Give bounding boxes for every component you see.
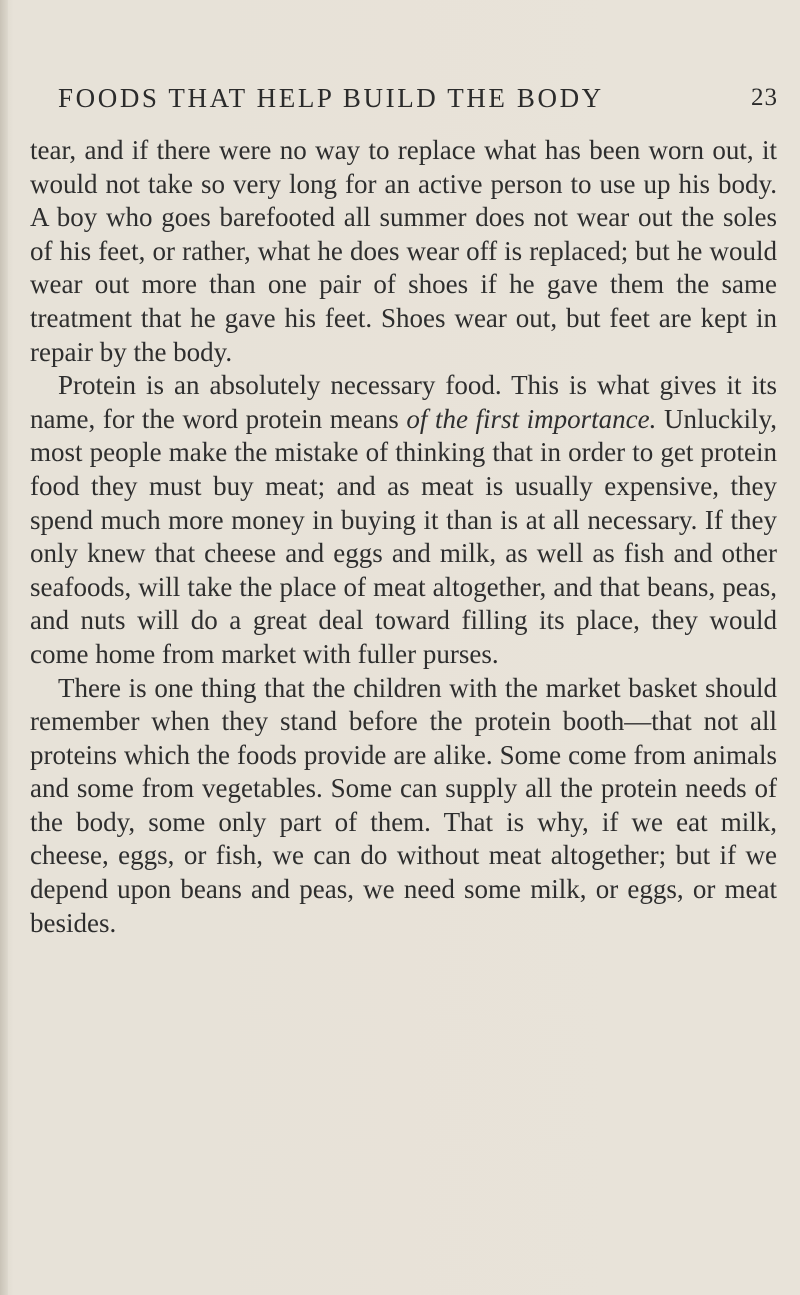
body-text <box>30 134 777 940</box>
running-head <box>58 78 778 118</box>
paragraph-protein-text-b: Unluckily, most people make the mistake of thinking that in order to get protein food they must buy meat; and as meat is usually expensive, they spend much more money in buying it than is at all necessary. If they only knew that cheese and eggs and milk, as well as fish and other seafoods, will take the place of meat altogether, and that beans, peas, and nuts will do a great deal toward filling its place, they would come home from market with fuller purses. <box>30 403 778 669</box>
page-gutter-shadow <box>0 0 8 1295</box>
paragraph-protein-text-a: Protein is an absolutely necessary food. This is what gives it its name, for the word protein means <box>30 370 777 434</box>
chapter-title: FOODS THAT HELP BUILD THE BODY <box>58 83 604 113</box>
paragraph-market-basket: There is one thing that the children with the market basket should remember when they stand before the protein booth—that not all proteins which the foods provide are alike. Some come from animals and some from vegetables. Some can supply all the protein needs of the body, some only part of them. That is why, if we eat milk, cheese, eggs, or fish, we can do without meat altogether; but if we depend upon beans and peas, we need some milk, or eggs, or meat besides. <box>30 672 777 938</box>
page-number: 23 <box>751 84 778 111</box>
paragraph-protein-italic: of the first importance. <box>406 403 657 434</box>
paragraph-protein <box>30 369 777 671</box>
paragraph-continuation: tear, and if there were no way to replace what has been worn out, it would not take so very long for an active person to use up his body. A boy who goes barefooted all summer does not wear out the soles of his feet, or rather, what he does wear off is replaced; but he would wear out more than one pair of shoes if he gave them the same treatment that he gave his feet. Shoes wear out, but feet are kept in repair by the body. <box>30 135 777 367</box>
